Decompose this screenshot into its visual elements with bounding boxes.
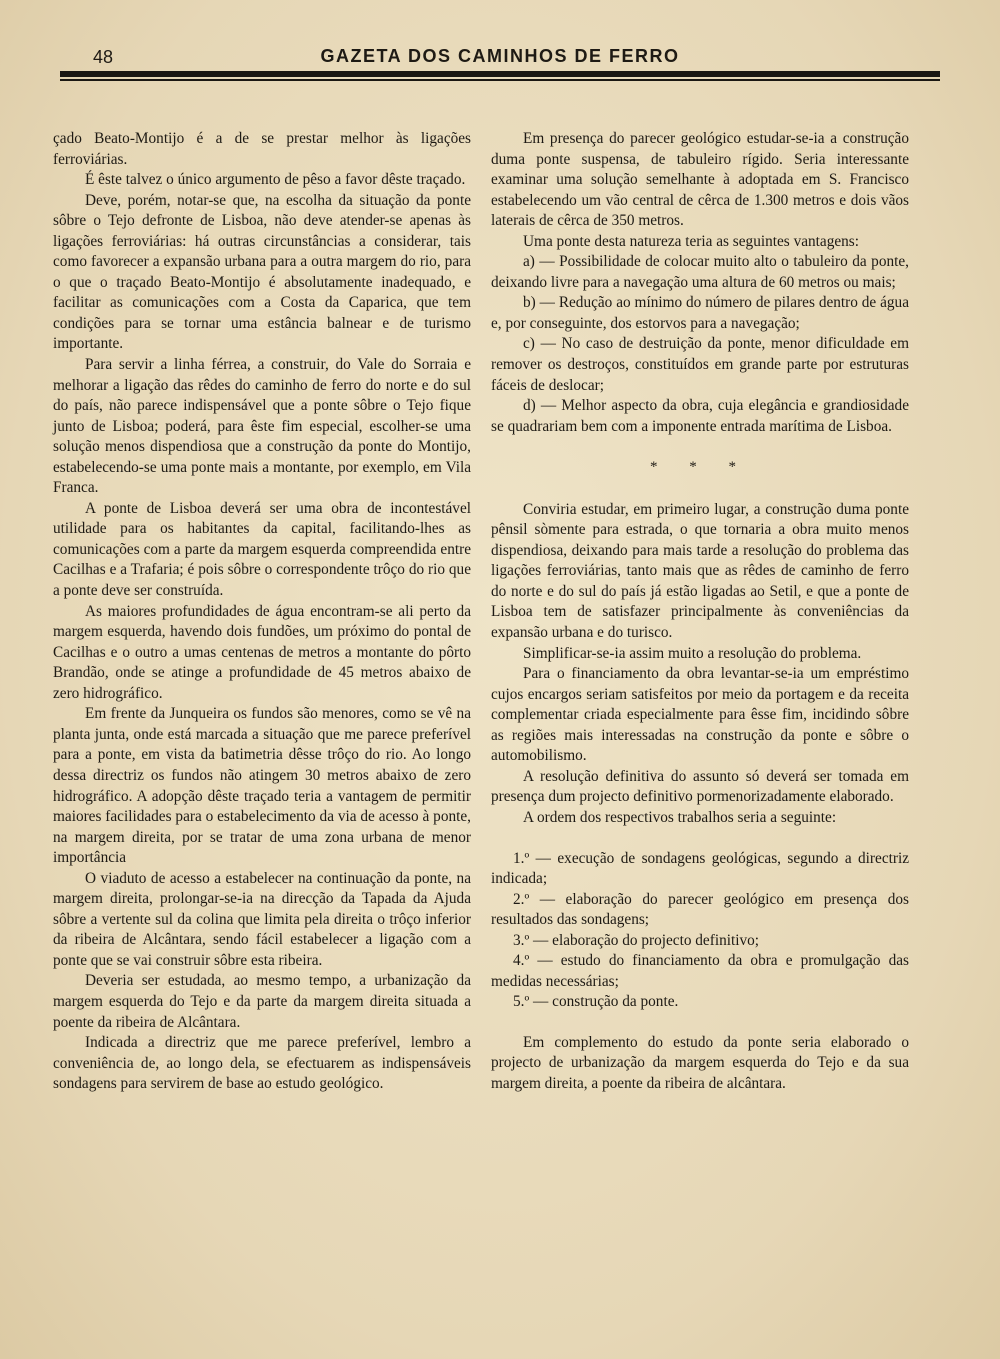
paragraph: As maiores profundidades de água encontram-se ali perto da margem esquerda, havendo dois fundões, um próximo do pontal de Cacilhas e o outro a umas centenas de metros a montante do pôrto Brandão, onde se atinge a profundidade de 45 metros abaixo de zero hidrográfico.	[53, 602, 471, 702]
spacer	[491, 1013, 909, 1033]
advantage-item: c) — No caso de destruição da ponte, menor dificuldade em remover os destroços, constituídos em grande parte por estruturas fáceis de deslocar;	[491, 335, 909, 394]
publication-title: GAZETA DOS CAMINHOS DE FERRO	[320, 46, 680, 66]
section-separator: * * *	[650, 459, 750, 476]
advantage-item: d) — Melhor aspecto da obra, cuja elegância e grandiosidade se quadrariam bem com a imponente entrada marítima de Lisboa.	[491, 397, 909, 435]
paragraph: A ponte de Lisboa deverá ser uma obra de incontestável utilidade para os habitantes da capital, facilitando-lhes as comunicações com a parte da margem esquerda compreendida entre Cacilhas e a Trafaria; é pois sôbre o correspondente trôço do rio que a ponte deve ser construída.	[53, 499, 471, 600]
paragraph: A resolução definitiva do assunto só deverá ser tomada em presença dum projecto definitivo pormenorizadamente elaborado.	[491, 767, 909, 806]
paragraph: çado Beato-Montijo é a de se prestar melhor às ligações ferroviárias.	[53, 130, 471, 168]
paragraph: É êste talvez o único argumento de pêso a favor dêste traçado.	[85, 171, 466, 189]
paragraph: Deve, porém, notar-se que, na escolha da situação da ponte sôbre o Tejo defronte de Lisboa, não deve atender-se apenas às ligações ferroviárias: há outras circunstâncias a considerar, tais como favorecer a expansão urbana para a outra margem do rio, para o que o traçado Beato-Montijo é absolutamente inadequado, e facilitar as comunicações com a Costa da Caparica, que tem condições para se tornar uma estância balnear e de turismo importante.	[53, 191, 471, 353]
paragraph: Simplificar-se-ia assim muito a resolução do problema.	[523, 644, 862, 662]
closing-paragraph: Em complemento do estudo da ponte seria elaborado o projecto de urbanização da margem esquerda do Tejo e da sua margem direita, a poente da ribeira de alcântara.	[491, 1033, 909, 1092]
paragraph: Em frente da Junqueira os fundos são menores, como se vê na planta junta, onde está marcada a situação que me parece preferível para a ponte, em vista da batimetria dêsse trôço do rio. Ao longo dessa directriz os fundos não atingem 30 metros abaixo de zero hidrográfico. A adopção dêste traçado teria a vantagem de permitir maiores facilidades para o estabelecimento da via de acesso à ponte, na margem direita, por se tratar de uma zona urbana de menor importância	[53, 705, 471, 867]
step-item: 3.º — elaboração do projecto definitivo;	[513, 931, 760, 949]
step-item: 5.º — construção da ponte.	[513, 993, 679, 1011]
paragraph: Deveria ser estudada, ao mesmo tempo, a urbanização da margem esquerda do Tejo e da parte da margem direita situada a poente da ribeira de Alcântara.	[53, 972, 471, 1031]
advantage-item: a) — Possibilidade de colocar muito alto o tabuleiro da ponte, deixando livre para a navegação uma altura de 60 metros ou mais;	[491, 253, 909, 291]
step-item: 2.º — elaboração do parecer geológico em presença dos resultados das sondagens;	[491, 890, 909, 929]
header-rule-thick	[60, 71, 940, 77]
paragraph: Para servir a linha férrea, a construir, do Vale do Sorraia e melhorar a ligação das rêdes do caminho de ferro do norte e do sul do país, não parece indispensável que a ponte sôbre o Tejo fique junto de Lisboa; poderá, para êste fim especial, escolher-se uma solução menos dispendiosa que a construção da ponte do Montijo, estabelecendo-se uma ponte mais a montante, por exemplo, em Vila Franca.	[53, 356, 471, 497]
left-column	[53, 129, 471, 1095]
page-header	[60, 42, 940, 72]
paragraph: Em presença do parecer geológico estudar-se-ia a construção duma ponte suspensa, de tabuleiro rígido. Seria interessante examinar uma solução semelhante à adoptada em S. Francisco estabelecendo um vão central de cêrca de 1.300 metros e dois vãos laterais de cêrca de 350 metros.	[491, 130, 909, 230]
page-number: 48	[93, 47, 114, 67]
step-item: 4.º — estudo do financiamento da obra e promulgação das medidas necessárias;	[491, 952, 909, 990]
right-column	[491, 129, 909, 1095]
paragraph: Indicada a directriz que me parece preferível, lembro a conveniência de, ao longo dela, se efectuarem as indispensáveis sondagens para servirem de base ao estudo geológico.	[53, 1034, 471, 1093]
advantage-item: b) — Redução ao mínimo do número de pilares dentro de água e, por conseguinte, dos estorvos para a navegação;	[491, 294, 909, 332]
paragraph: O viaduto de acesso a estabelecer na continuação da ponte, na margem direita, prolongar-se-ia na direcção da Tapada da Ajuda sôbre a vertente sul da colina que limita pela direita o trôço inferior da ribeira de Alcântara, sendo fácil estabelecer a ligação com a ponte que se vai construir sôbre esta ribeira.	[53, 869, 471, 969]
spacer	[491, 829, 909, 849]
steps-list	[491, 849, 909, 1013]
step-item: 1.º — execução de sondagens geológicas, segundo a directriz indicada;	[491, 849, 909, 888]
header-rule-thin	[60, 79, 940, 81]
paragraph: Para o financiamento da obra levantar-se-ia um empréstimo cujos encargos seriam satisfeitos por meio da portagem e da receita complementar criada especialmente para êsse fim, incidindo sôbre as regiões mais interessadas na construção da ponte e sôbre o automobilismo.	[491, 665, 909, 765]
paragraph: Conviria estudar, em primeiro lugar, a construção duma ponte pênsil sòmente para estrada, o que tornaria a obra muito menos dispendiosa, deixando para mais tarde a resolução do problema das ligações ferroviárias, tanto mais que as rêdes de caminho de ferro do norte e do sul do país já estão ligadas ao Setil, e que a ponte de Lisboa tem de satisfazer principalmente às conveniências da expansão urbana e do turisco.	[491, 500, 909, 642]
paragraph: Uma ponte desta natureza teria as seguintes vantagens:	[523, 232, 859, 250]
paragraph: A ordem dos respectivos trabalhos seria a seguinte:	[523, 808, 837, 826]
